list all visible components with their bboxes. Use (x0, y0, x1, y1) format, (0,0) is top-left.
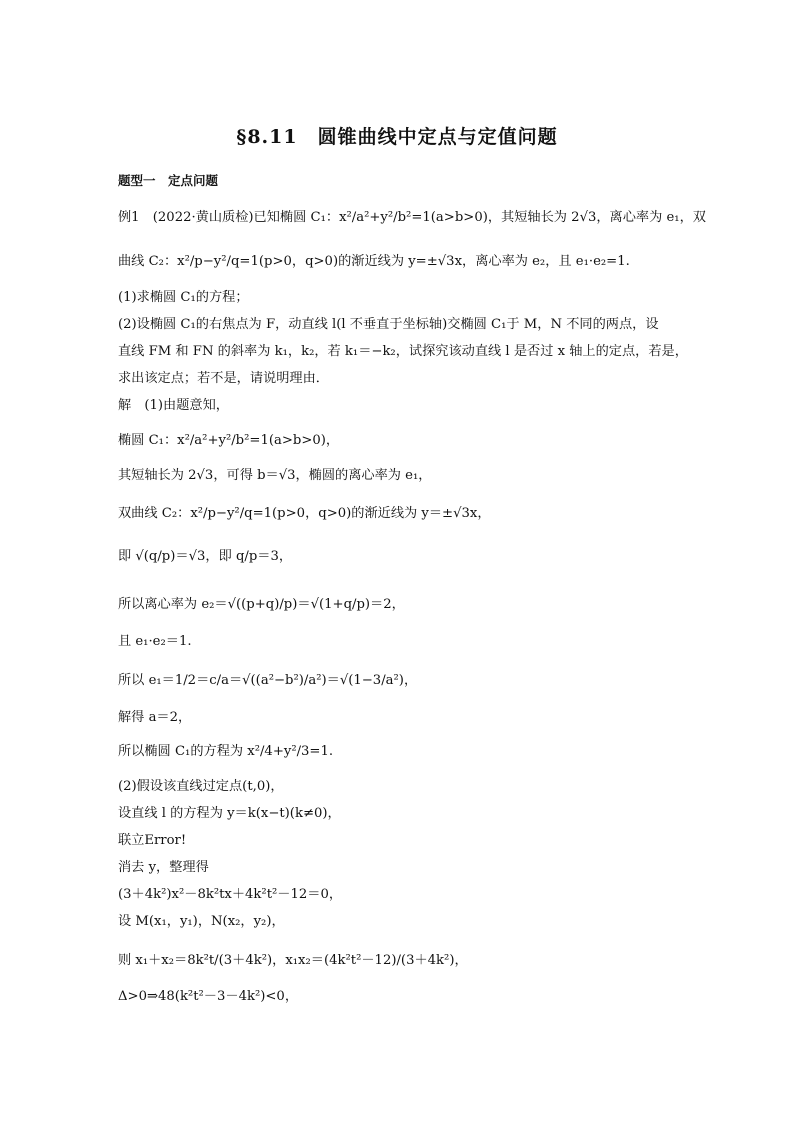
text-line: 设 M(x₁，y₁)，N(x₂，y₂)， (118, 914, 285, 929)
page-title: §8.11 圆锥曲线中定点与定值问题 (236, 126, 558, 148)
text-line: 即 √(q/p)＝√3，即 q/p＝3， (118, 549, 293, 564)
text-line: 联立Error! (118, 833, 187, 848)
text-line: 椭圆 C₁：x²/a²+y²/b²=1(a>b>0)， (118, 433, 340, 448)
text-line: 则 x₁＋x₂＝8k²t/(3＋4k²)，x₁x₂＝(4k²t²－12)/(3＋4k²)， (118, 953, 468, 968)
text-line: (2)设椭圆 C₁的右焦点为 F，动直线 l(l 不垂直于坐标轴)交椭圆 C₁于 M，N 不同的两点，设 (118, 317, 659, 332)
text-line: (1)求椭圆 C₁的方程； (118, 290, 249, 305)
text-line: 解 (1)由题意知， (118, 398, 229, 413)
text-line: 消去 y，整理得 (118, 860, 209, 875)
text-line: 设直线 l 的方程为 y＝k(x−t)(k≠0)， (118, 806, 341, 821)
text-line: 所以椭圆 C₁的方程为 x²/4+y²/3=1. (118, 744, 334, 759)
text-line: 直线 FM 和 FN 的斜率为 k₁，k₂，若 k₁＝−k₂，试探究该动直线 l 是否过 x 轴上的定点，若是， (118, 344, 688, 359)
text-line: 所以离心率为 e₂＝√((p+q)/p)＝√(1+q/p)＝2， (118, 597, 405, 612)
text-line: (3＋4k²)x²－8k²tx＋4k²t²－12＝0， (118, 887, 343, 902)
text-line: 双曲线 C₂：x²/p−y²/q=1(p>0，q>0)的渐近线为 y＝±√3x， (118, 506, 491, 521)
text-line: 其短轴长为 2√3，可得 b＝√3，椭圆的离心率为 e₁， (118, 468, 432, 483)
text-line: 例1 (2022·黄山质检)已知椭圆 C₁：x²/a²+y²/b²=1(a>b>0)，其短轴长为 2√3，离心率为 e₁，双 (118, 210, 706, 225)
text-line: 所以 e₁＝1/2＝c/a＝√((a²−b²)/a²)＝√(1−3/a²)， (118, 673, 418, 688)
text-line: (2)假设该直线过定点(t,0)， (118, 779, 284, 794)
section-heading: 题型一 定点问题 (118, 173, 219, 188)
text-line: 且 e₁·e₂＝1. (118, 634, 192, 649)
text-line: 求出该定点；若不是，请说明理由． (118, 371, 329, 386)
text-line: 曲线 C₂：x²/p−y²/q=1(p>0，q>0)的渐近线为 y=±√3x，离心率为 e₂，且 e₁·e₂=1. (118, 254, 630, 269)
text-line: 解得 a＝2， (118, 710, 192, 725)
text-line: Δ>0⇒48(k²t²－3－4k²)<0， (118, 989, 299, 1004)
